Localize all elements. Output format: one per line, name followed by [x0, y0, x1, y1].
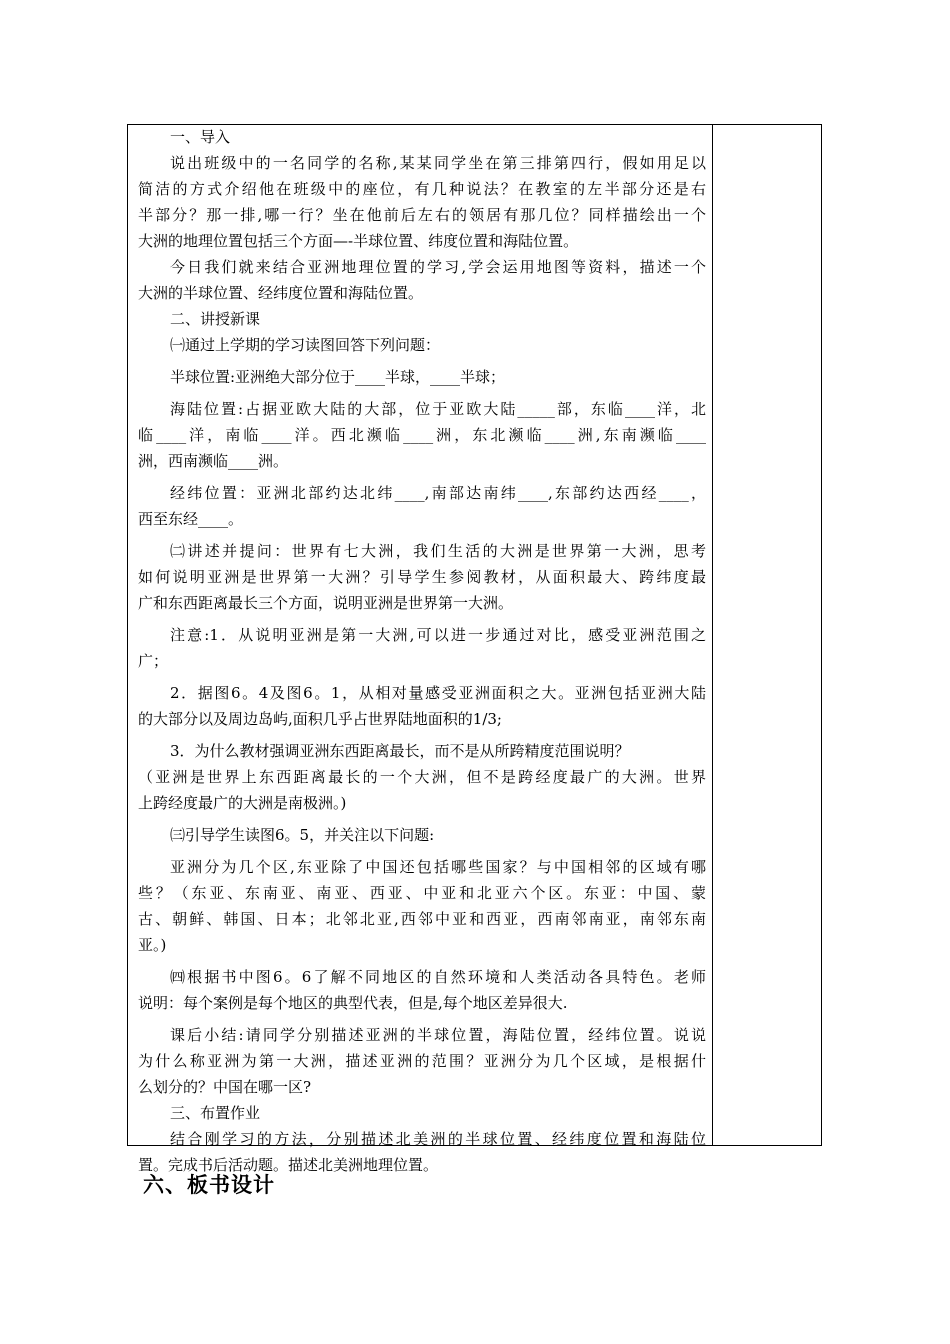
part-one-line: ㈠通过上学期的学习读图回答下列问题：	[170, 336, 441, 354]
summary-line: 课后小结:请同学分别描述亚洲的半球位置，海陆位置，经纬位置。说说	[170, 1026, 706, 1044]
summary-line: 么划分的？中国在哪一区?	[138, 1078, 312, 1096]
homework-heading: 三、布置作业	[170, 1104, 261, 1122]
latlong-question: 西至东经____。	[138, 510, 244, 528]
part-three-line: 些？（东亚、东南亚、南亚、西亚、中亚和北亚六个区。东亚：中国、蒙	[138, 884, 706, 902]
land-sea-question: 临____洋，南临____洋。西北濒临____洲，东北濒临____洲,东南濒临____	[138, 426, 706, 444]
lesson-content	[138, 124, 706, 1178]
part-four-line: ㈣根据书中图6。6了解不同地区的自然环境和人类活动各具特色。老师	[170, 968, 706, 986]
intro-paragraph-line: 说出班级中的一名同学的名称,某某同学坐在第三排第四行，假如用足以	[170, 154, 706, 172]
part-four-line: 说明：每个案例是每个地区的典型代表，但是,每个地区差异很大.	[138, 994, 568, 1012]
intro-heading: 一、导入	[170, 128, 231, 146]
note-line: 2．据图6。4及图6。1，从相对量感受亚洲面积之大。亚洲包括亚洲大陆	[170, 684, 706, 702]
summary-line: 为什么称亚洲为第一大洲，描述亚洲的范围？亚洲分为几个区域，是根据什	[138, 1052, 706, 1070]
note-line: 广；	[138, 652, 169, 670]
intro-paragraph-line: 简洁的方式介绍他在班级中的座位，有几种说法？在教室的左半部分还是右	[138, 180, 706, 198]
part-three-line: 亚洲分为几个区,东亚除了中国还包括哪些国家？与中国相邻的区域有哪	[170, 858, 706, 876]
homework-line: 置。完成书后活动题。描述北美洲地理位置。	[138, 1156, 439, 1174]
lesson-table	[127, 124, 822, 1174]
part-three-line: 亚。)	[138, 936, 167, 954]
latlong-question: 经纬位置：亚洲北部约达北纬____,南部达南纬____,东部约达西经____，	[170, 484, 706, 502]
hemisphere-question: 半球位置:亚洲绝大部分位于____半球，____半球；	[170, 368, 506, 386]
part-three-line: ㈢引导学生读图6。5，并关注以下问题:	[170, 826, 435, 844]
part-two-line: 广和东西距离最长三个方面，说明亚洲是世界第一大洲。	[138, 594, 514, 612]
note-line: 注意:1．从说明亚洲是第一大洲,可以进一步通过对比，感受亚洲范围之	[170, 626, 706, 644]
note-line: 3．为什么教材强调亚洲东西距离最长，而不是从所跨精度范围说明？	[170, 742, 630, 760]
column-divider	[712, 125, 713, 1145]
intro-paragraph-line: 半部分？那一排,哪一行？坐在他前后左右的领居有那几位？同样描绘出一个	[138, 206, 706, 224]
new-lesson-heading: 二、讲授新课	[170, 310, 261, 328]
intro-paragraph-line: 大洲的地理位置包括三个方面—-半球位置、纬度位置和海陆位置。	[138, 232, 579, 250]
part-two-line: 如何说明亚洲是世界第一大洲？引导学生参阅教材，从面积最大、跨纬度最	[138, 568, 706, 586]
note-line: 的大部分以及周边岛屿,面积几乎占世界陆地面积的1/3;	[138, 710, 502, 728]
intro-paragraph-line: 今日我们就来结合亚洲地理位置的学习,学会运用地图等资料，描述一个	[170, 258, 706, 276]
section-heading: 六、板书设计	[143, 1172, 275, 1197]
land-sea-question: 海陆位置:占据亚欧大陆的大部，位于亚欧大陆_____部，东临____洋，北	[170, 400, 706, 418]
homework-line: 结合刚学习的方法，分别描述北美洲的半球位置、经纬度位置和海陆位	[170, 1130, 706, 1148]
part-two-line: ㈡讲述并提问：世界有七大洲，我们生活的大洲是世界第一大洲，思考	[170, 542, 706, 560]
intro-paragraph-line: 大洲的半球位置、经纬度位置和海陆位置。	[138, 284, 424, 302]
land-sea-question: 洲，西南濒临____洲。	[138, 452, 289, 470]
note-line: （亚洲是世界上东西距离最长的一个大洲，但不是跨经度最广的大洲。世界	[138, 768, 706, 786]
part-three-line: 古、朝鲜、韩国、日本；北邻北亚,西邻中亚和西亚，西南邻南亚，南邻东南	[138, 910, 706, 928]
note-line: 上跨经度最广的大洲是南极洲。)	[138, 794, 347, 812]
